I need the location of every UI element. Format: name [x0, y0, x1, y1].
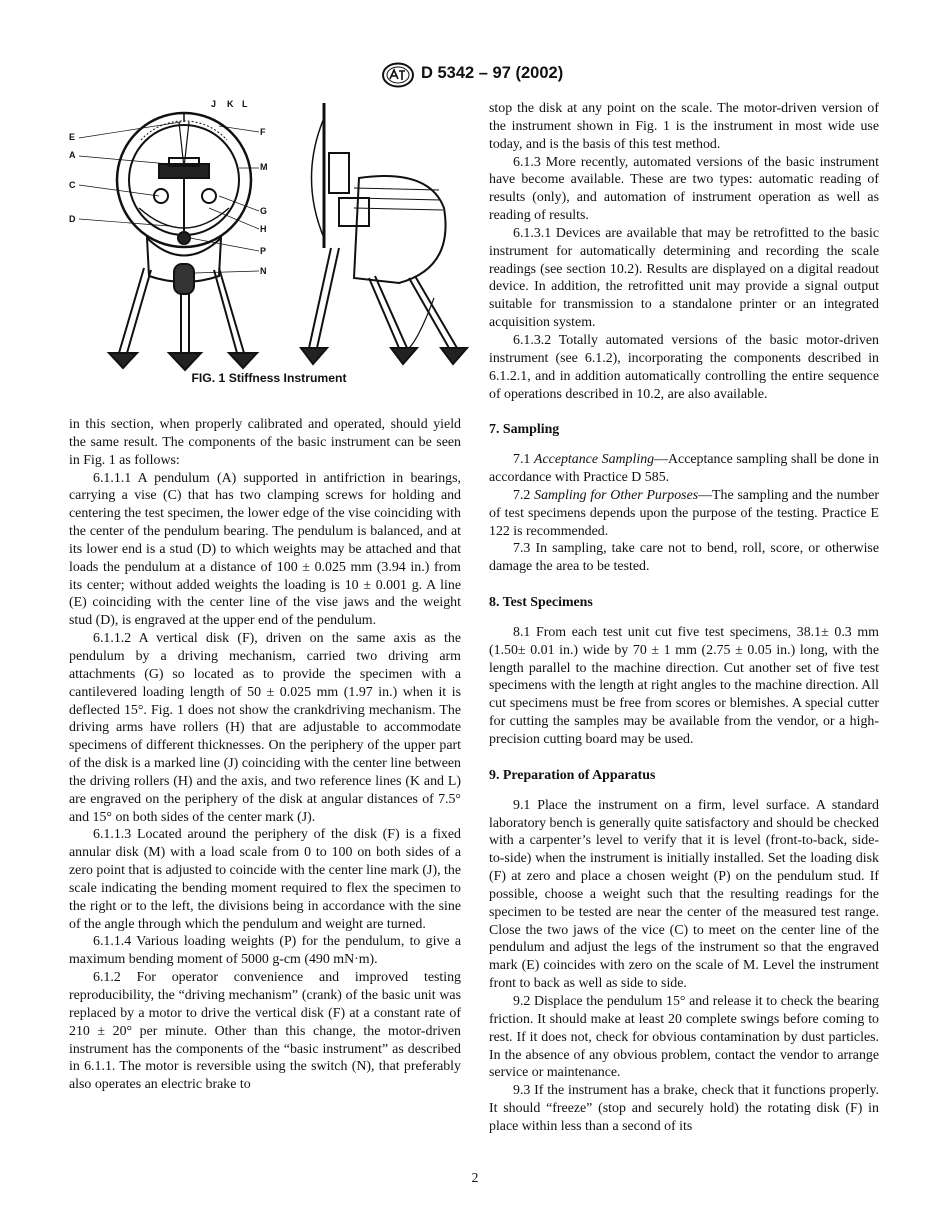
page-header: [0, 62, 950, 90]
paragraph: 8.1 From each test unit cut five test specimens, 38.1± 0.3 mm (1.50± 0.01 in.) wide by 70 ± 1 mm (2.75 ± 0.05 in.) long, with the length parallel to the machine direction. Cut another set of five test specimens with the length at right angles to the machine direction. All cut specimens must be free from scores or blemishes. A special cutter for cutting the samples may be available from the vendor, or a high-precision cutting board may be used.: [489, 624, 879, 747]
figure-label: G: [260, 206, 268, 216]
paragraph: stop the disk at any point on the scale. The motor-driven version of the instrument shown in Fig. 1 is the instrument in most wide use today, and is the basis of this test method.: [489, 101, 879, 152]
paragraph: 6.1.3.2 Totally automated versions of the basic motor-driven instrument (see 6.1.2), incorporating the components described in 6.1.2.1, and in addition automatically controlling the entire sequence of operations described in 10.2, are also available.: [489, 332, 879, 402]
paragraph: 6.1.3.1 Devices are available that may be retrofitted to the basic instrument for automatically determining and recording the scale readings (see section 10.2). Results are displayed on a digital readout device. In addition, the retrofitted unit may provide a signal output suitable for transmission to a standalone printer or an integrated acquisition system.: [489, 225, 879, 331]
figure-label: C: [69, 180, 76, 190]
paragraph: in this section, when properly calibrated and operated, should yield the same result. The components of the basic instrument can be seen in Fig. 1 as follows:: [69, 417, 461, 468]
paragraph: 6.1.3 More recently, automated versions of the basic instrument have become available. These are two types: automatic reading of results (only), and automation of instrument operation as well as reading of results.: [489, 154, 879, 224]
clause-title: Sampling for Other Purposes: [534, 487, 699, 503]
clause-number: 7.2: [513, 487, 531, 503]
paragraph: [489, 487, 879, 541]
figure-caption: FIG. 1 Stiffness Instrument: [191, 371, 347, 385]
paragraph: 6.1.1.2 A vertical disk (F), driven on the same axis as the pendulum by a driving mechanism, carried two driving arm attachments (G) so located as to provide the specimen with a cantilevered loading length of 50 ± 0.025 mm (1.97 in.) when it is deflected 15°. Fig. 1 does not show the crankdriving mechanism. The driving arms have rollers (H) that are adjustable to accommodate specimens of different thicknesses. On the periphery of the upper part of the disk is a marked line (J) coinciding with the center line between the driving rollers (H) and the axis, and two reference lines (K and L) are engraved on the periphery of the disk at angular distances of 7.5° and 15° on both sides of the center mark (J).: [69, 631, 461, 825]
clause-number: 7.1: [513, 452, 531, 468]
figure-label: M: [260, 162, 268, 172]
figure-label: H: [260, 224, 267, 234]
figure-label: F: [260, 127, 266, 137]
right-column: [489, 100, 879, 1136]
paragraph: 9.2 Displace the pendulum 15° and release it to check the bearing friction. It should make at least 20 complete swings before coming to rest. If it does not, check for obvious contamination by dust particles. In the absence of any obvious problem, contact the vendor to arrange service or maintenance.: [489, 993, 879, 1081]
left-column: [69, 416, 461, 1094]
paragraph: [489, 451, 879, 487]
section-heading: 7. Sampling: [489, 422, 560, 438]
paragraph: 6.1.1.4 Various loading weights (P) for the pendulum, to give a maximum bending moment of 5000 g-cm (490 mN·m).: [69, 934, 461, 968]
paragraph: 7.3 In sampling, take care not to bend, roll, score, or otherwise damage the area to be tested.: [489, 541, 879, 575]
stiffness-instrument-figure: [69, 98, 469, 388]
paragraph: 6.1.1.3 Located around the periphery of the disk (F) is a fixed annular disk (M) with a load scale from 0 to 100 on both sides of a zero point that is adjusted to coincide with the center line mark (J), the scale indicating the bending moment required to flex the specimen to the right or to the left, the divisions being in accordance with the sine of the angle through which the pendulum and weight are turned.: [69, 827, 461, 932]
standard-designation: D 5342 – 97 (2002): [421, 64, 564, 82]
figure-label: K: [227, 99, 234, 109]
figure-label: D: [69, 214, 76, 224]
section-heading: 8. Test Specimens: [489, 595, 593, 611]
paragraph: 6.1.2 For operator convenience and improved testing reproducibility, the “driving mechanism” (crank) of the basic unit was replaced by a motor to drive the vertical disk (F) at a constant rate of 210 ± 20° per minute. Other than this change, the motor-driven instrument has the components of the “basic instrument” as described in 6.1.1. The motor is reversible using the switch (N), that preferably also operates an electric brake to: [69, 970, 461, 1093]
figure-label: L: [242, 99, 248, 109]
figure-label: J: [211, 99, 217, 109]
paragraph: 6.1.1.1 A pendulum (A) supported in antifriction in bearings, carrying a vise (C) that has two clamping screws for holding and centering the test specimen, the lower edge of the vise coinciding with the center of the pendulum bearing. The pendulum is balanced, and at its lower end is a stud (D) to which weights may be attached and that loads the pendulum at a distance of 100 ± 0.025 mm (3.94 in.) from its center; without added weights the loading is 10 ± 0.001 g. A line (E) coinciding with the center line of the vise jaws and the weight stud (D), is engraved at the upper end of the pendulum.: [69, 470, 461, 629]
clause-body: —The sampling and the number of test specimens depends upon the purpose of the testing. Practice E 122 is recommended.: [489, 487, 879, 539]
figure-label: A: [69, 150, 76, 160]
page-number: 2: [471, 1170, 479, 1185]
paragraph: 9.3 If the instrument has a brake, check that it functions properly. It should “freeze” (stop and securely hold) the rotating disk (F) in place within less than a second of its: [489, 1083, 879, 1134]
figure-label: P: [260, 246, 267, 256]
paragraph: 9.1 Place the instrument on a firm, level surface. A standard laboratory bench is generally quite satisfactory and should be checked with a carpenter’s level to verify that it is level (front-to-back, side-to-side) when the instrument is initially installed. Set the loading disk (F) at zero and place a chosen weight (P) on the pendulum stud. If possible, choose a weight such that the resulting readings for the specimen to be tested are near the center of the measured test range. Close the two jaws of the vice (C) to meet on the center line of the pendulum and adjust the legs of the instrument so that the engraved mark (E) coincides with zero on the scale of M. Level the instrument front to back as well as side to side.: [489, 797, 879, 992]
clause-body: —Acceptance sampling shall be done in accordance with Practice D 585.: [489, 452, 879, 486]
figure-label: E: [69, 132, 76, 142]
astm-logo-icon: [381, 62, 415, 88]
clause-title: Acceptance Sampling: [534, 452, 655, 468]
section-heading: 9. Preparation of Apparatus: [489, 767, 656, 783]
figure-label: N: [260, 266, 267, 276]
